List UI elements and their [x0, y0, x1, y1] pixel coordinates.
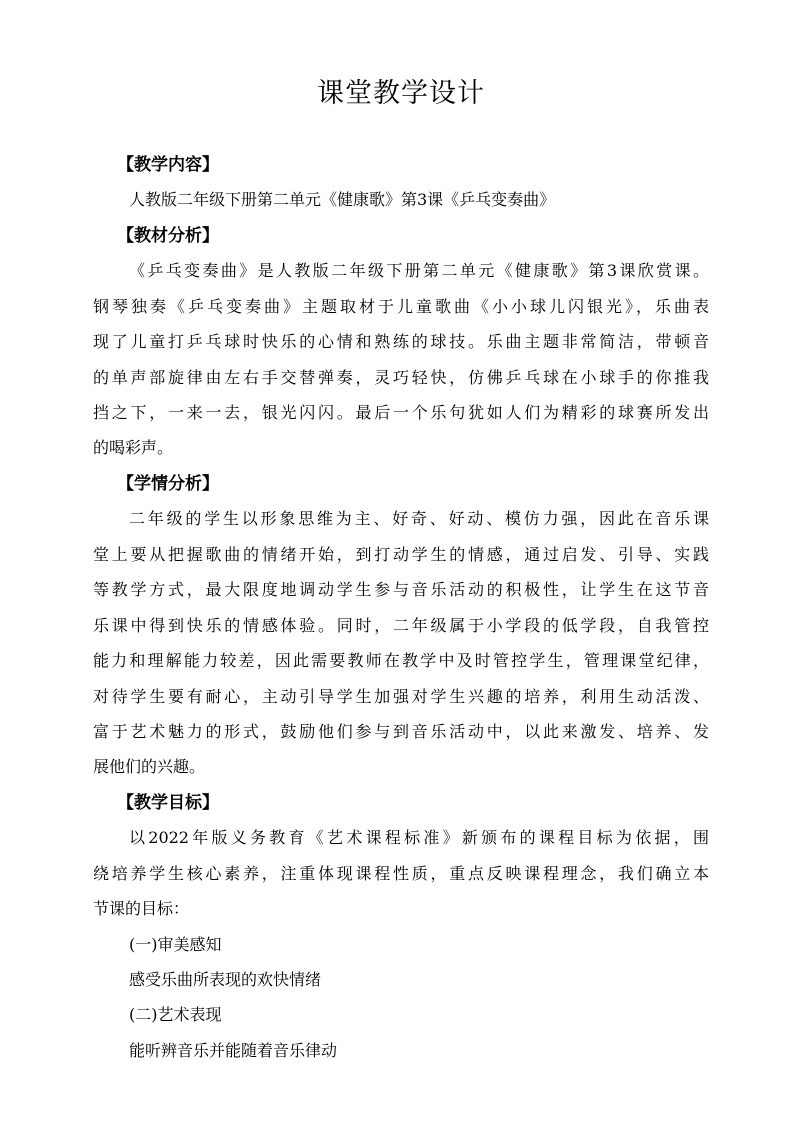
- paragraph-line: 乐课中得到快乐的情感体验。同时，二年级属于小学段的低学段，自我管控: [93, 616, 709, 635]
- paragraph-line: 的单声部旋律由左右手交替弹奏，灵巧轻快，仿佛乒乓球在小球手的你推我: [93, 368, 709, 387]
- goal-label-aesthetic: (一)审美感知: [129, 935, 222, 954]
- paragraph-line: 堂上要从把握歌曲的情绪开始，到打动学生的情感，通过启发、引导、实践: [93, 545, 709, 564]
- paragraph-line: 挡之下，一来一去，银光闪闪。最后一个乐句犹如人们为精彩的球赛所发出: [93, 403, 709, 422]
- section-heading-student-analysis: 【学情分析】: [117, 474, 219, 494]
- section-heading-teaching-goals: 【教学目标】: [117, 793, 219, 813]
- paragraph-line: 的喝彩声。: [93, 438, 174, 457]
- paragraph-line: 《乒乓变奏曲》是人教版二年级下册第二单元《健康歌》第3课欣赏课。: [129, 261, 709, 280]
- paragraph-line: 展他们的兴趣。: [93, 757, 206, 776]
- paragraph-line: 等教学方式，最大限度地调动学生参与音乐活动的积极性，让学生在这节音: [93, 580, 709, 599]
- document-title: 课堂教学设计: [317, 78, 485, 109]
- paragraph-line: 现了儿童打乒乓球时快乐的心情和熟练的球技。乐曲主题非常简洁，带顿音: [93, 332, 709, 351]
- paragraph-line: 二年级的学生以形象思维为主、好奇、好动、模仿力强，因此在音乐课: [129, 509, 709, 528]
- paragraph-line: 能力和理解能力较差，因此需要教师在教学中及时管控学生，管理课堂纪律，: [93, 651, 709, 670]
- paragraph-line: 人教版二年级下册第二单元《健康歌》第3课《乒乓变奏曲》: [129, 190, 556, 209]
- paragraph-line: 以2022年版义务教育《艺术课程标准》新颁布的课程目标为依据，围: [129, 828, 709, 847]
- paragraph-line: 节课的目标：: [93, 899, 190, 918]
- paragraph-line: 富于艺术魅力的形式，鼓励他们参与到音乐活动中，以此来激发、培养、发: [93, 722, 709, 741]
- section-heading-material-analysis: 【教材分析】: [117, 226, 219, 246]
- goal-label-artistic: (二)艺术表现: [129, 1005, 222, 1024]
- section-heading-teaching-content: 【教学内容】: [117, 155, 219, 175]
- paragraph-line: 绕培养学生核心素养，注重体现课程性质，重点反映课程理念，我们确立本: [93, 864, 709, 883]
- goal-text-artistic: 能听辨音乐并能随着音乐律动: [129, 1041, 338, 1060]
- goal-text-aesthetic: 感受乐曲所表现的欢快情绪: [129, 970, 322, 989]
- paragraph-line: 钢琴独奏《乒乓变奏曲》主题取材于儿童歌曲《小小球儿闪银光》，乐曲表: [93, 297, 709, 316]
- paragraph-line: 对待学生要有耐心，主动引导学生加强对学生兴趣的培养，利用生动活泼、: [93, 687, 709, 706]
